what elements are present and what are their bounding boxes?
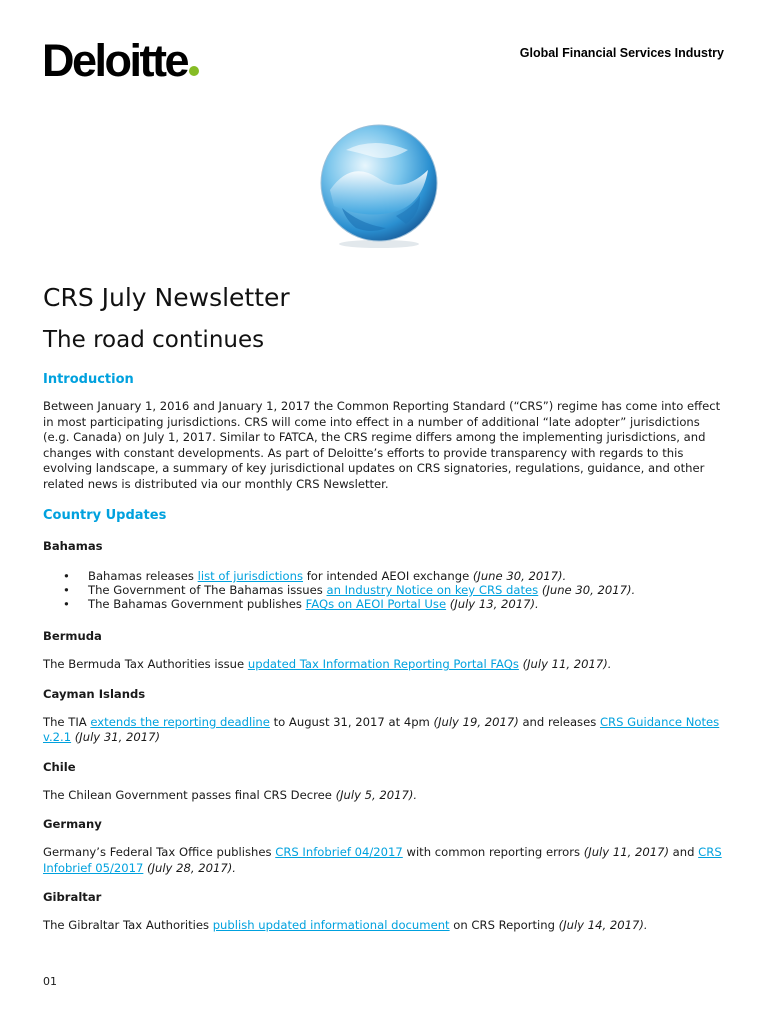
deloitte-logo [42, 35, 199, 86]
item-date: (July 11, 2017) [583, 845, 669, 859]
list-item [43, 597, 727, 611]
reporting-deadline-link[interactable]: extends the reporting deadline [90, 714, 270, 729]
bermuda-update [43, 657, 727, 673]
item-date: (July 31, 2017) [74, 730, 160, 744]
item-date: (June 30, 2017). [472, 569, 567, 583]
item-text: The Government of The Bahamas issues [88, 583, 327, 597]
country-heading-bermuda: Bermuda [43, 629, 102, 643]
crs-infobrief-05-link[interactable]: CRS Infobrief 05/2017 [43, 845, 722, 875]
item-date: (June 30, 2017). [541, 583, 636, 597]
item-text: The Gibraltar Tax Authorities [43, 918, 213, 932]
country-heading-bahamas: Bahamas [43, 539, 103, 553]
gibraltar-update [43, 918, 727, 934]
introduction-text: Between January 1, 2016 and January 1, 2017 the Common Reporting Standard (“CRS”) regime has come into effect in most participating jurisdictions. CRS will come into effect in a number of additional “late adopter” jurisdictions (e.g. Canada) on July 1, 2017. Similar to FATCA, the CRS regime differs among the implementing jurisdictions, and changes with constant developments. As part of Deloitte’s efforts to provide transparency with regards to this evolving landscape, a summary of key jurisdictional updates on CRS signatories, regulations, guidance, and other related news is distributed via our monthly CRS Newsletter. [43, 399, 721, 491]
cayman-update [43, 715, 727, 746]
item-text: The Chilean Government passes final CRS Decree [43, 787, 336, 802]
item-date: (July 13, 2017). [449, 597, 539, 611]
item-text: to August 31, 2017 at 4pm [269, 714, 434, 729]
logo-text: Deloitte [42, 35, 188, 86]
crs-guidance-notes-link[interactable]: CRS Guidance Notes v.2.1 [43, 714, 720, 744]
item-text: The Bahamas Government publishes [88, 597, 306, 611]
germany-update [43, 845, 727, 876]
newsletter-body [43, 280, 727, 934]
logo-dot [189, 66, 199, 76]
country-heading-germany: Germany [43, 817, 102, 831]
list-item [43, 583, 727, 597]
newsletter-subtitle: The road continues [43, 327, 265, 353]
item-text: Germany’s Federal Tax Office publishes [43, 845, 276, 859]
newsletter-title: CRS July Newsletter [43, 283, 290, 312]
bahamas-updates-list [43, 569, 727, 611]
item-date: (July 5, 2017). [335, 787, 418, 802]
industry-label: Global Financial Services Industry [519, 46, 724, 60]
item-text: The Bermuda Tax Authorities issue [43, 657, 248, 671]
item-text: and releases [518, 714, 600, 729]
item-text: with common reporting errors [402, 845, 584, 859]
item-date: (July 11, 2017). [522, 657, 612, 671]
list-item [43, 569, 727, 583]
item-date: (July 14, 2017). [558, 918, 648, 932]
country-heading-gibraltar: Gibraltar [43, 890, 102, 904]
item-text: and [668, 845, 699, 859]
country-updates-heading: Country Updates [43, 508, 167, 523]
globe-water-image [316, 120, 442, 250]
item-date: (July 28, 2017). [147, 860, 236, 875]
item-text: Bahamas releases [88, 569, 198, 583]
item-text: for intended AEOI exchange [303, 569, 473, 583]
introduction-heading: Introduction [43, 372, 134, 387]
informational-document-link[interactable]: publish updated informational document [212, 918, 450, 932]
page-number: 01 [43, 975, 57, 988]
country-heading-cayman-islands: Cayman Islands [43, 686, 146, 701]
crs-infobrief-04-link[interactable]: CRS Infobrief 04/2017 [275, 845, 403, 859]
portal-faqs-link[interactable]: updated Tax Information Reporting Portal FAQs [247, 657, 519, 671]
item-text: The TIA [43, 714, 91, 729]
item-date: (July 19, 2017) [433, 714, 519, 729]
item-text: on CRS Reporting [449, 918, 559, 932]
industry-notice-link[interactable]: an Industry Notice on key CRS dates [326, 583, 539, 597]
country-heading-chile: Chile [43, 759, 76, 774]
aeoi-portal-faqs-link[interactable]: FAQs on AEOI Portal Use [305, 597, 447, 611]
chile-update [43, 788, 727, 804]
list-of-jurisdictions-link[interactable]: list of jurisdictions [197, 569, 304, 583]
